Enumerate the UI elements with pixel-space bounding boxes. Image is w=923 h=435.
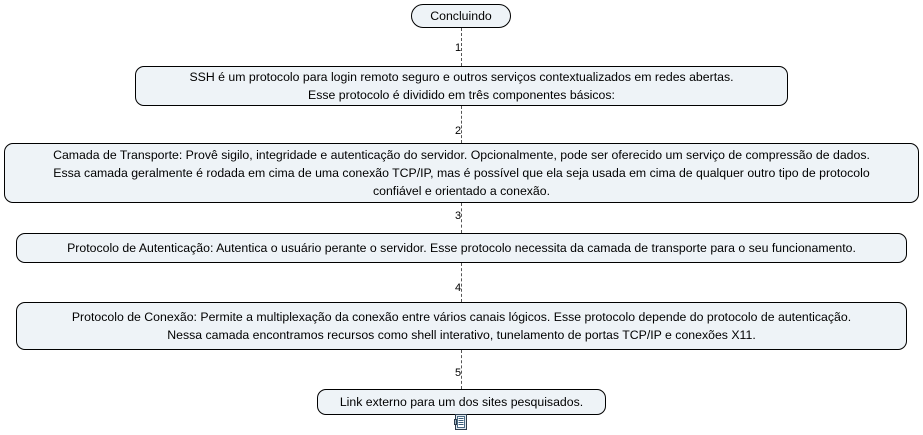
node-concluindo[interactable] (411, 4, 511, 28)
node-link-externo[interactable] (317, 389, 606, 415)
node-text-line: Essa camada geralmente é rodada em cima de uma conexão TCP/IP, mas é possível que ela seja usada em cima de qualquer outro tipo de protocolo (53, 166, 870, 180)
connector-label-3: 3 (455, 210, 462, 222)
connector-label-1: 1 (455, 42, 462, 54)
connector-label-4: 4 (455, 282, 462, 294)
connector-4 (461, 263, 462, 302)
node-protocolo-conexao[interactable] (16, 302, 907, 350)
node-protocolo-autenticacao[interactable] (16, 233, 907, 263)
node-text-line: SSH é um protocolo para login remoto seguro e outros serviços contextualizados em redes abertas. (189, 70, 734, 84)
node-text-line: Nessa camada encontramos recursos como shell interativo, tunelamento de portas TCP/IP e conexões X11. (167, 328, 756, 342)
node-text-line: confiável e orientado a conexão. (372, 184, 551, 198)
node-text-line: Link externo para um dos sites pesquisados. (339, 395, 584, 409)
document-icon[interactable] (454, 414, 468, 430)
node-text-line: Camada de Transporte: Provê sigilo, integridade e autenticação do servidor. Opcionalmente, pode ser oferecido um serviço de compressão de dados. (53, 148, 870, 162)
node-camada-transporte[interactable] (4, 143, 919, 203)
connector-1 (461, 28, 462, 66)
node-text-line: Esse protocolo é dividido em três componentes básicos: (308, 88, 615, 102)
node-text-line: Concluindo (430, 9, 492, 23)
connector-3 (461, 203, 462, 233)
connector-label-5: 5 (455, 367, 462, 379)
node-text-line: Protocolo de Autenticação: Autentica o usuário perante o servidor. Esse protocolo necessita da camada de transporte para o seu funcionamento. (67, 241, 856, 255)
connector-label-2: 2 (455, 125, 462, 137)
connector-5 (461, 350, 462, 389)
connector-2 (461, 106, 462, 143)
node-ssh-intro[interactable] (135, 66, 788, 106)
node-text-line: Protocolo de Conexão: Permite a multiplexação da conexão entre vários canais lógicos. Esse protocolo depende do protocolo de autenticação. (71, 310, 852, 324)
